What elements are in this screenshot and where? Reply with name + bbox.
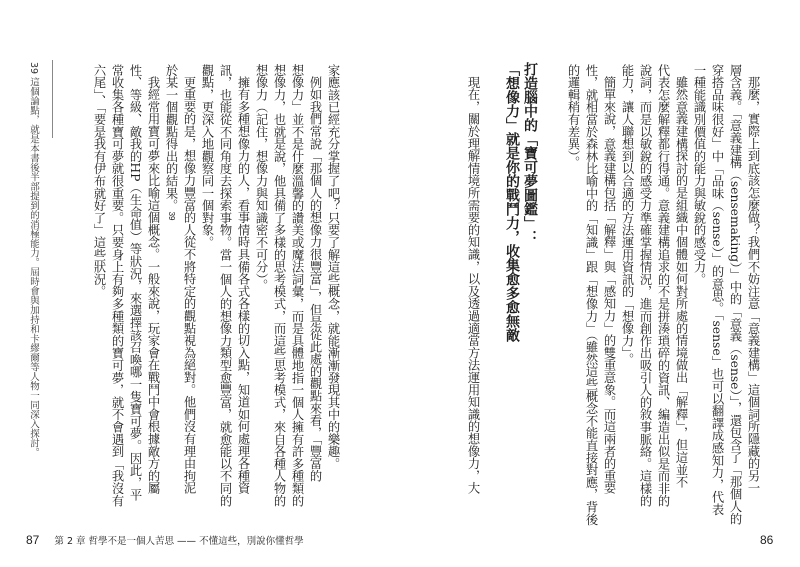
- text-line: 層含義。「意義建構（sensemaking）」中的「意義（sense）」，還包含了「那個人的: [728, 64, 742, 525]
- text-line: 那麼，實際上到底該怎麼做？我們不妨注意「意義建構」這個詞所隱藏的另一: [746, 76, 760, 495]
- text-line: 訊，也能從不同角度去探索事物。當一個人的想像力類型愈豐富，就愈能以不同的: [218, 64, 232, 507]
- text-line: 性，就相當於森林比喻中的「知識」跟「想像力」（雖然這些概念不能直接對應，背後: [584, 64, 598, 526]
- text-line: 穿搭品味很好」中「品味（sense）」的意思。「sense」也可以翻譯成感知力，代表: [710, 64, 724, 516]
- text-line: 我經常用寶可夢來比喻這個概念。一般來說，玩家會在戰鬥中會根據敵方的屬: [146, 76, 160, 495]
- footnote-text: 這個論點，就是本書後半部提到的消極能力。屆時會與加持和卡繆爾等人物一同深入探討。: [28, 77, 39, 458]
- text-line: 觀點，更深入地觀察同一個對象。: [200, 64, 214, 249]
- footnote-reference[interactable]: 39: [167, 211, 176, 221]
- text-line: 想像力」並不是什麼溫馨的讚美或魔法詞彙，而是具體地指一個人擁有許多種類的: [290, 64, 304, 507]
- text-line: 更重要的是，想像力豐富的人從不將特定的觀點視為絕對。他們沒有理由拘泥: [182, 76, 196, 495]
- text-line: 說詞，而是以敏銳的感受力準確掌握情況，進而創作出吸引人的敘事脈絡。這樣的: [638, 64, 652, 507]
- text-line: [162, 64, 180, 514]
- text-line: 一種能識別價值的能力與敏銳的感受力。: [692, 64, 706, 286]
- running-header-chapter: 第 2 章 哲學不是一個人苦思 —— 不懂這些，別說你懂哲學: [54, 536, 304, 547]
- text-line: 擁有多種想像力的人，看事情時具備各式各樣的切入點，知道如何處理各種資: [236, 76, 250, 495]
- page-number: 87: [26, 533, 40, 547]
- left-page-body: [90, 64, 342, 514]
- text-line: 常收集各種寶可夢就很重要。只要身上有夠多種類的寶可夢，就不會遇到「我沒有: [110, 64, 124, 507]
- text-line: 例如我們常說「那個人的想像力很豐富」，但是從此處的觀點來看，「豐富的: [308, 76, 322, 483]
- section-paragraph: [464, 64, 482, 514]
- text-line: 雖然意義建構探討的是組織中個體如何對所處的情境做出「解釋」，但這並不: [674, 76, 688, 489]
- text-line: 想像力，也就是說，他具備了多樣的思考模式，而這些思考模式，來自各種人物的: [272, 64, 286, 507]
- page-number: 86: [760, 533, 774, 547]
- left-page-footer: [26, 533, 304, 547]
- heading-line: 打造腦中的「寶可夢圖鑑」：: [522, 62, 538, 244]
- text-line: 性、等級、敵我的HP（生命值）等狀況，來選擇該召喚哪一隻寶可夢。因此，平: [128, 64, 142, 502]
- text-line: 家應該已經充分掌握了吧？只要了解這些概念，就能漸漸發現其中的樂趣。: [326, 64, 340, 470]
- text-line: 六尾」、「要是我有伊布就好了」這些狀況。: [92, 64, 106, 298]
- text-line: 現在，關於理解情境所需要的知識，以及透過適當方法運用知識的想像力，大: [466, 76, 480, 495]
- text-line: 能力，讓人聯想到以合適的方法運用資訊的「想像力」。: [620, 64, 634, 366]
- footnote-number: 39: [28, 62, 39, 75]
- text-line: 代表怎麼解釋都行得通。意義建構追求的不是拼湊瑣碎的資訊、編造出似是而非的: [656, 64, 670, 507]
- footnote: [26, 62, 40, 512]
- heading-line: 「想像力」就是你的戰鬥力，收集愈多愈無敵: [504, 62, 520, 342]
- text-line: 簡單來說，意義建構包括「解釋」與「感知力」的雙重意象。而這兩者的重要: [602, 76, 616, 495]
- footnote-divider: [52, 60, 53, 138]
- text-line: 的邏輯稍有差異）。: [566, 64, 580, 169]
- text-segment: 於某一個觀點得出的結果。: [164, 64, 178, 212]
- section-heading: [503, 62, 539, 512]
- right-page-body: [564, 64, 762, 526]
- text-line: 想像力（記住，想像力與知識密不可分）。: [254, 64, 268, 292]
